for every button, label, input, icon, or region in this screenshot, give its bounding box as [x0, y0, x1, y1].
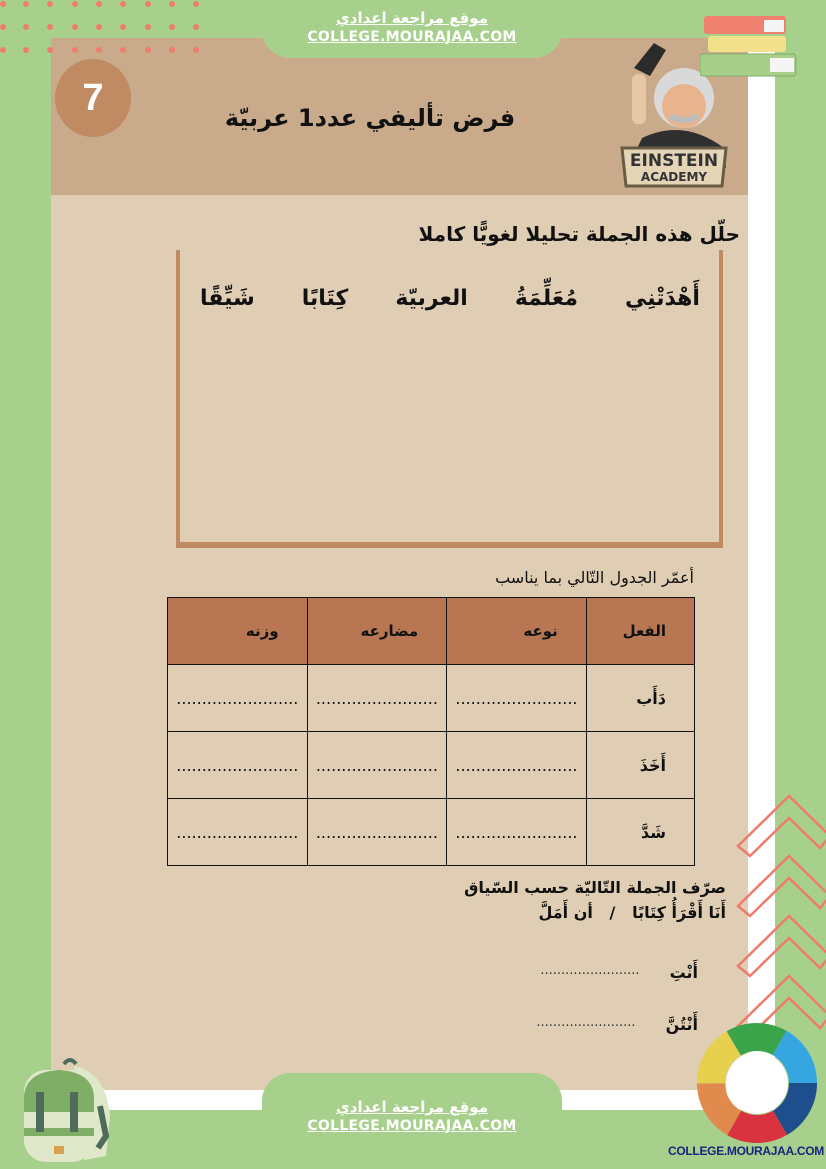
table-header-row [168, 598, 695, 665]
answer-cell-mudari[interactable]: ........................ [307, 732, 447, 799]
answer-cell-wazn[interactable]: ........................ [168, 665, 308, 732]
conjugation-item [540, 963, 698, 982]
answer-cell-wazn[interactable]: ........................ [168, 732, 308, 799]
column-header-wazn: وزنه [168, 598, 308, 665]
exercise1-instruction: حلّل هذه الجملة تحليلا لغويًّا كاملا [418, 222, 740, 246]
exercise3-instruction: صرّف الجملة التّاليّة حسب السّياق [464, 878, 726, 897]
answer-cell-type[interactable]: ........................ [447, 665, 587, 732]
verb-cell: شَدَّ [586, 799, 694, 866]
sentence-to-analyze [200, 286, 700, 311]
exam-number-badge: 7 [55, 59, 131, 137]
answer-cell-mudari[interactable]: ........................ [307, 799, 447, 866]
sentence-word: مُعَلِّمَةُ [514, 286, 578, 311]
answer-cell-wazn[interactable]: ........................ [168, 799, 308, 866]
verb-cell: أَخَذَ [586, 732, 694, 799]
decorative-dots-row [0, 47, 270, 55]
answer-cell-type[interactable]: ........................ [447, 799, 587, 866]
sentence-word: شَيِّقًا [200, 286, 255, 311]
pronoun-label: أَنْتِ [669, 963, 698, 982]
exercise3-example: أَنَا أَقْرَأُ كِتَابًا / أن أَمَلَّ [538, 903, 726, 922]
conjugation-item [536, 1015, 698, 1034]
site-banner-bottom[interactable] [262, 1073, 562, 1153]
verb-cell: دَأَب [586, 665, 694, 732]
site-url[interactable]: COLLEGE.MOURAJAA.COM [307, 1118, 517, 1134]
school-subjects-wheel-icon [696, 1022, 818, 1144]
pronoun-label: أَنْتُنَّ [665, 1015, 698, 1034]
books-stack-icon [700, 12, 800, 92]
wheel-site-url[interactable]: COLLEGE.MOURAJAA.COM [668, 1144, 825, 1158]
page-title: فرض تأليفي عدد1 عربيّة [224, 104, 516, 132]
answer-blank[interactable]: ........................ [536, 1015, 636, 1030]
sentence-word: أَهْدَتْنِي [624, 286, 700, 311]
answer-blank[interactable]: ........................ [540, 963, 640, 978]
exercise2-instruction: أعمّر الجدول التّالي بما يناسب [495, 568, 694, 587]
table-row [168, 799, 695, 866]
site-name[interactable]: موقع مراجعة اعدادي [336, 1098, 488, 1116]
verbs-table [167, 597, 695, 866]
sentence-word: كِتَابًا [301, 286, 349, 311]
site-url[interactable]: COLLEGE.MOURAJAA.COM [307, 29, 517, 45]
sentence-word: العربيّة [395, 286, 468, 311]
answer-cell-type[interactable]: ........................ [447, 732, 587, 799]
table-row [168, 665, 695, 732]
backpack-icon [14, 1056, 114, 1166]
column-header-type: نوعه [447, 598, 587, 665]
site-name[interactable]: موقع مراجعة اعدادي [336, 9, 488, 27]
table-row [168, 732, 695, 799]
column-header-verb: الفعل [586, 598, 694, 665]
answer-cell-mudari[interactable]: ........................ [307, 665, 447, 732]
column-header-mudari: مضارعه [307, 598, 447, 665]
svg-text:ACADEMY: ACADEMY [640, 170, 708, 184]
chevron-up-decoration-icon [734, 792, 826, 1032]
site-banner-top[interactable] [262, 0, 562, 58]
svg-text:EINSTEIN: EINSTEIN [629, 151, 719, 171]
